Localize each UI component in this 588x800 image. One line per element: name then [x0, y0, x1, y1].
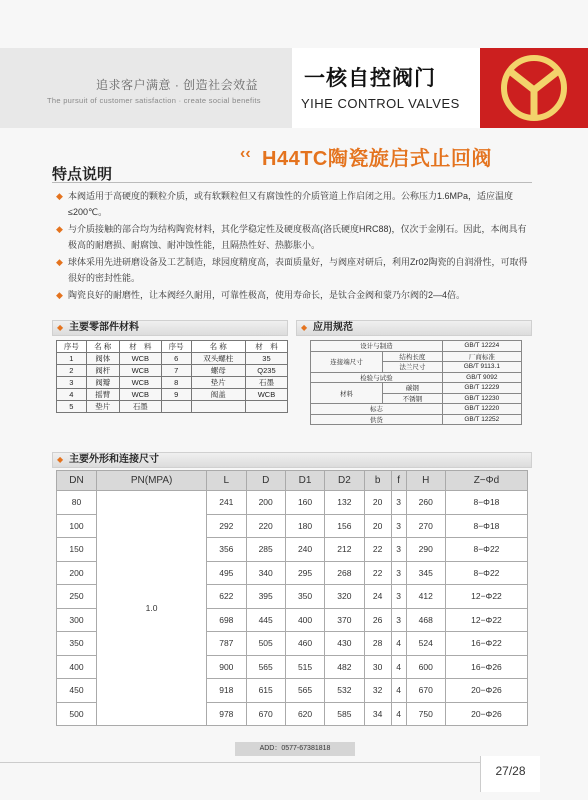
- table-row: 450 918 615 565 532 32 4 670 20−Φ26: [57, 679, 528, 703]
- table-row: 150 356 285 240 212 22 3 290 8−Φ22: [57, 538, 528, 562]
- features-divider: [52, 182, 532, 183]
- dimensions-header-cell: b: [364, 471, 391, 491]
- table-row: 设计与制造 GB/T 12224: [311, 341, 522, 352]
- parts-header-cell: 序号: [57, 341, 87, 353]
- table-row: 3 阀瓣 WCB 8 垫片 石墨: [57, 377, 288, 389]
- dimensions-section-title: ◆ 主要外形和连接尺寸: [52, 452, 532, 468]
- table-row: 80 1.0 241 200 160 132 20 3 260 8−Φ18: [57, 491, 528, 515]
- parts-section-title: ◆ 主要零部件材料: [52, 320, 288, 336]
- logo-mark-icon: [497, 52, 571, 124]
- parts-header-cell: 名 称: [86, 341, 119, 353]
- table-row: 5 垫片 石墨: [57, 401, 288, 413]
- diamond-bullet-icon: ◆: [56, 290, 63, 300]
- double-chevron-icon: ‹‹: [240, 145, 251, 162]
- dimensions-header-cell: D: [246, 471, 285, 491]
- table-row: 1 阀体 WCB 6 双头螺柱 35: [57, 353, 288, 365]
- table-row: 不锈钢 GB/T 12230: [311, 393, 522, 404]
- feature-item: ◆ 与介质接触的部合均为结构陶瓷材料，其化学稳定性及硬度极高(洛氏硬度HRC88)，仅次于金刚石。因此，本阀具有极高的耐磨损、耐腐蚀、耐冲蚀性能，且隔热性好、热膨胀小。: [56, 221, 532, 253]
- diamond-bullet-icon: ◆: [301, 323, 308, 332]
- table-row: 100 292 220 180 156 20 3 270 8−Φ18: [57, 514, 528, 538]
- dimensions-header-row: [57, 471, 528, 491]
- parts-header-cell: 名 称: [191, 341, 245, 353]
- features-title: 特点说明: [52, 166, 113, 183]
- table-row: 200 495 340 295 268 22 3 345 8−Φ22: [57, 561, 528, 585]
- dimensions-header-cell: PN(MPA): [97, 471, 207, 491]
- brand-name-cn: 一核自控阀门: [304, 67, 436, 90]
- feature-item: ◆ 球体采用先进研磨设备及工艺制造，球园度精度高，表面质量好，与阀座对研后，利用Zr02陶瓷的自润滑性，可取得很好的密封性能。: [56, 254, 532, 286]
- slogan-en: The pursuit of customer satisfaction · create social benefits: [47, 96, 261, 105]
- dimensions-header-cell: D2: [325, 471, 364, 491]
- table-row: 标志 GB/T 12220: [311, 404, 522, 415]
- dimensions-header-cell: f: [391, 471, 406, 491]
- table-row: 连接端尺寸 结构长度 厂商标准: [311, 351, 522, 362]
- standards-table: [310, 340, 522, 425]
- parts-header-cell: 序号: [161, 341, 191, 353]
- address-label: ADD：0577-67381818: [235, 742, 355, 756]
- page-number: 27/28: [480, 756, 540, 792]
- table-row: 检验与试验 GB/T 9092: [311, 372, 522, 383]
- feature-item: ◆ 本阀适用于高硬度的颗粒介质，或有软颗粒但又有腐蚀性的介质管道上作启闭之用。公称压力1.6MPa，适应温度≤200℃。: [56, 188, 532, 220]
- logo: [480, 48, 588, 128]
- diamond-bullet-icon: ◆: [57, 455, 64, 464]
- dimensions-header-cell: D1: [285, 471, 324, 491]
- table-row: 法兰尺寸 GB/T 9113.1: [311, 362, 522, 373]
- table-row: 300 698 445 400 370 26 3 468 12−Φ22: [57, 608, 528, 632]
- footer-divider: [0, 762, 480, 763]
- feature-item: ◆ 陶瓷良好的耐磨性，让本阀经久耐用，可靠性极高，使用寿命长，是钛合金阀和蒙乃尔阀的2—4倍。: [56, 287, 532, 303]
- dimensions-header-cell: DN: [57, 471, 97, 491]
- dimensions-header-cell: H: [406, 471, 445, 491]
- dimensions-table: [56, 470, 528, 726]
- parts-table: [56, 340, 288, 413]
- parts-header-cell: 材 料: [119, 341, 161, 353]
- table-row: 500 978 670 620 585 34 4 750 20−Φ26: [57, 702, 528, 726]
- diamond-bullet-icon: ◆: [56, 224, 63, 234]
- standards-section-title: ◆ 应用规范: [296, 320, 532, 336]
- features-list: [56, 188, 532, 304]
- table-row: 2 阀杆 WCB 7 螺母 Q235: [57, 365, 288, 377]
- table-row: 400 900 565 515 482 30 4 600 16−Φ26: [57, 655, 528, 679]
- table-row: 材料 碳钢 GB/T 12229: [311, 383, 522, 394]
- parts-header-row: [57, 341, 288, 353]
- parts-header-cell: 材 料: [245, 341, 287, 353]
- table-row: 4 摇臂 WCB 9 阀盖 WCB: [57, 389, 288, 401]
- table-row: 350 787 505 460 430 28 4 524 16−Φ22: [57, 632, 528, 656]
- slogan-cn: 追求客户满意 · 创造社会效益: [96, 78, 259, 92]
- table-row: 供货 GB/T 12252: [311, 414, 522, 425]
- product-title: H44TC陶瓷旋启式止回阀: [262, 148, 492, 170]
- dimensions-header-cell: L: [207, 471, 246, 491]
- brand-name-en: YIHE CONTROL VALVES: [301, 96, 460, 111]
- dimensions-header-cell: Z−Φd: [445, 471, 527, 491]
- diamond-bullet-icon: ◆: [57, 323, 64, 332]
- pn-cell: 1.0: [97, 491, 207, 726]
- diamond-bullet-icon: ◆: [56, 257, 63, 267]
- table-row: 250 622 395 350 320 24 3 412 12−Φ22: [57, 585, 528, 609]
- diamond-bullet-icon: ◆: [56, 191, 63, 201]
